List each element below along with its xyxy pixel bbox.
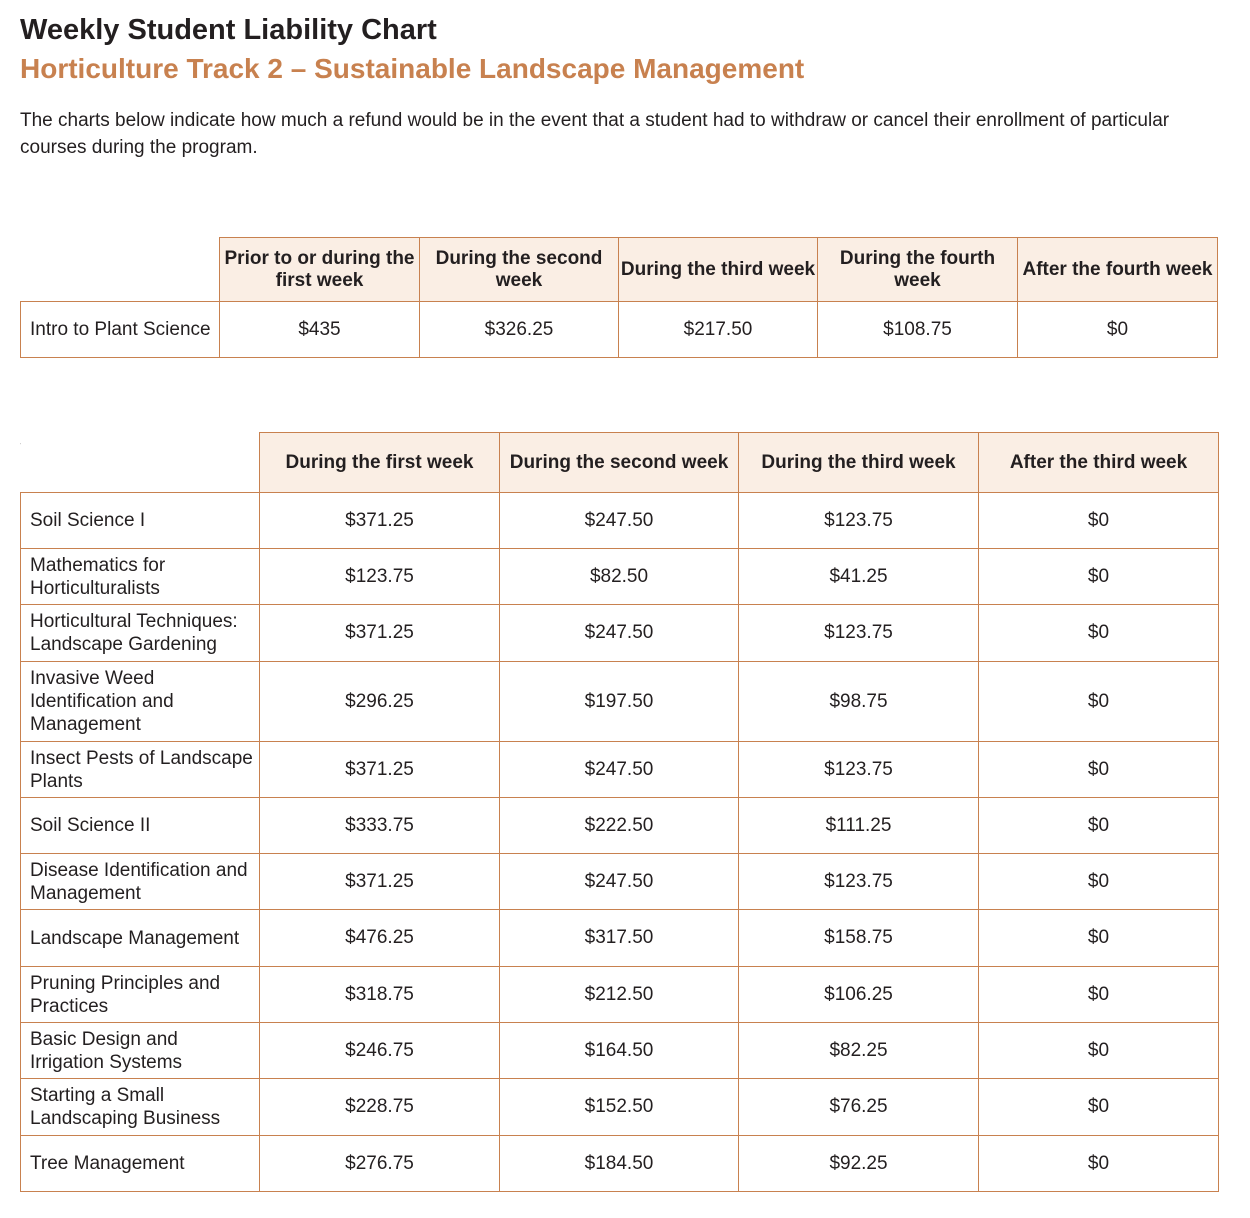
table-row — [21, 854, 1219, 910]
course-name: Disease Identification and Management — [21, 854, 260, 910]
table-row — [21, 605, 1219, 662]
refund-amount: $123.75 — [739, 493, 979, 549]
refund-amount: $371.25 — [260, 605, 500, 662]
refund-amount: $0 — [979, 798, 1219, 854]
refund-amount: $123.75 — [739, 605, 979, 662]
column-header: After the fourth week — [1018, 238, 1218, 302]
refund-amount: $247.50 — [500, 493, 739, 549]
refund-amount: $111.25 — [739, 798, 979, 854]
refund-amount: $158.75 — [739, 910, 979, 967]
refund-amount: $0 — [979, 1023, 1219, 1079]
refund-amount: $212.50 — [500, 967, 739, 1023]
refund-amount: $152.50 — [500, 1079, 739, 1136]
refund-amount: $0 — [979, 910, 1219, 967]
refund-amount: $0 — [979, 854, 1219, 910]
refund-amount: $82.25 — [739, 1023, 979, 1079]
refund-amount: $296.25 — [260, 662, 500, 742]
course-name: Invasive Weed Identification and Management — [21, 662, 260, 742]
refund-amount: $76.25 — [739, 1079, 979, 1136]
refund-amount: $247.50 — [500, 854, 739, 910]
refund-amount: $164.50 — [500, 1023, 739, 1079]
column-header: During the third week — [739, 433, 979, 493]
refund-amount: $184.50 — [500, 1136, 739, 1192]
table-row — [21, 1136, 1219, 1192]
table-row — [21, 910, 1219, 967]
table-row — [21, 549, 1219, 605]
refund-amount: $276.75 — [260, 1136, 500, 1192]
subsequent-header-row — [21, 433, 1219, 493]
course-name: Mathematics for Horticulturalists — [21, 549, 260, 605]
refund-amount: $371.25 — [260, 854, 500, 910]
course-name: Horticultural Techniques: Landscape Gardening — [21, 605, 260, 662]
course-name: Starting a Small Landscaping Business — [21, 1079, 260, 1136]
column-header: During the fourth week — [818, 238, 1018, 302]
refund-amount: $82.50 — [500, 549, 739, 605]
refund-amount: $435 — [220, 302, 420, 358]
refund-amount: $247.50 — [500, 742, 739, 798]
course-name: Soil Science I — [21, 493, 260, 549]
refund-amount: $108.75 — [818, 302, 1018, 358]
refund-amount: $222.50 — [500, 798, 739, 854]
refund-amount: $92.25 — [739, 1136, 979, 1192]
table-row — [21, 798, 1219, 854]
refund-amount: $246.75 — [260, 1023, 500, 1079]
refund-amount: $197.50 — [500, 662, 739, 742]
subsequent-quarters-table — [20, 432, 1219, 1192]
refund-amount: $123.75 — [260, 549, 500, 605]
refund-amount: $0 — [979, 549, 1219, 605]
intro-paragraph: The charts below indicate how much a refund would be in the event that a student had to withdraw or cancel their enrollment of particular courses during the program. — [20, 110, 1170, 158]
column-header: Prior to or during the first week — [220, 238, 420, 302]
column-header: During the third week — [619, 238, 818, 302]
header-spacer — [21, 238, 220, 302]
refund-amount: $0 — [1018, 302, 1218, 358]
refund-amount: $371.25 — [260, 493, 500, 549]
refund-amount: $326.25 — [420, 302, 619, 358]
refund-amount: $317.50 — [500, 910, 739, 967]
refund-amount: $247.50 — [500, 605, 739, 662]
table-row — [21, 1023, 1219, 1079]
refund-amount: $333.75 — [260, 798, 500, 854]
column-header: During the second week — [420, 238, 619, 302]
refund-amount: $98.75 — [739, 662, 979, 742]
page-subtitle: Horticulture Track 2 – Sustainable Landscape Management — [20, 53, 805, 84]
refund-amount: $217.50 — [619, 302, 818, 358]
refund-amount: $123.75 — [739, 742, 979, 798]
header-spacer — [21, 433, 260, 493]
refund-amount: $228.75 — [260, 1079, 500, 1136]
column-header: During the first week — [260, 433, 500, 493]
refund-amount: $123.75 — [739, 854, 979, 910]
refund-amount: $0 — [979, 493, 1219, 549]
refund-amount: $476.25 — [260, 910, 500, 967]
refund-amount: $0 — [979, 967, 1219, 1023]
table-row — [21, 967, 1219, 1023]
first-quarter-header-row — [21, 238, 1218, 302]
refund-amount: $0 — [979, 605, 1219, 662]
refund-amount: $0 — [979, 662, 1219, 742]
course-name: Intro to Plant Science — [21, 302, 220, 358]
course-name: Insect Pests of Landscape Plants — [21, 742, 260, 798]
course-name: Soil Science II — [21, 798, 260, 854]
refund-amount: $371.25 — [260, 742, 500, 798]
table-row — [21, 302, 1218, 358]
refund-amount: $0 — [979, 1079, 1219, 1136]
column-header: After the third week — [979, 433, 1219, 493]
course-name: Tree Management — [21, 1136, 260, 1192]
refund-amount: $0 — [979, 742, 1219, 798]
page-title: Weekly Student Liability Chart — [20, 14, 437, 46]
table-row — [21, 742, 1219, 798]
table-row — [21, 493, 1219, 549]
refund-amount: $106.25 — [739, 967, 979, 1023]
refund-amount: $318.75 — [260, 967, 500, 1023]
course-name: Pruning Principles and Practices — [21, 967, 260, 1023]
course-name: Landscape Management — [21, 910, 260, 967]
first-quarter-table — [20, 237, 1218, 358]
table-row — [21, 662, 1219, 742]
course-name: Basic Design and Irrigation Systems — [21, 1023, 260, 1079]
table-row — [21, 1079, 1219, 1136]
column-header: During the second week — [500, 433, 739, 493]
refund-amount: $0 — [979, 1136, 1219, 1192]
refund-amount: $41.25 — [739, 549, 979, 605]
